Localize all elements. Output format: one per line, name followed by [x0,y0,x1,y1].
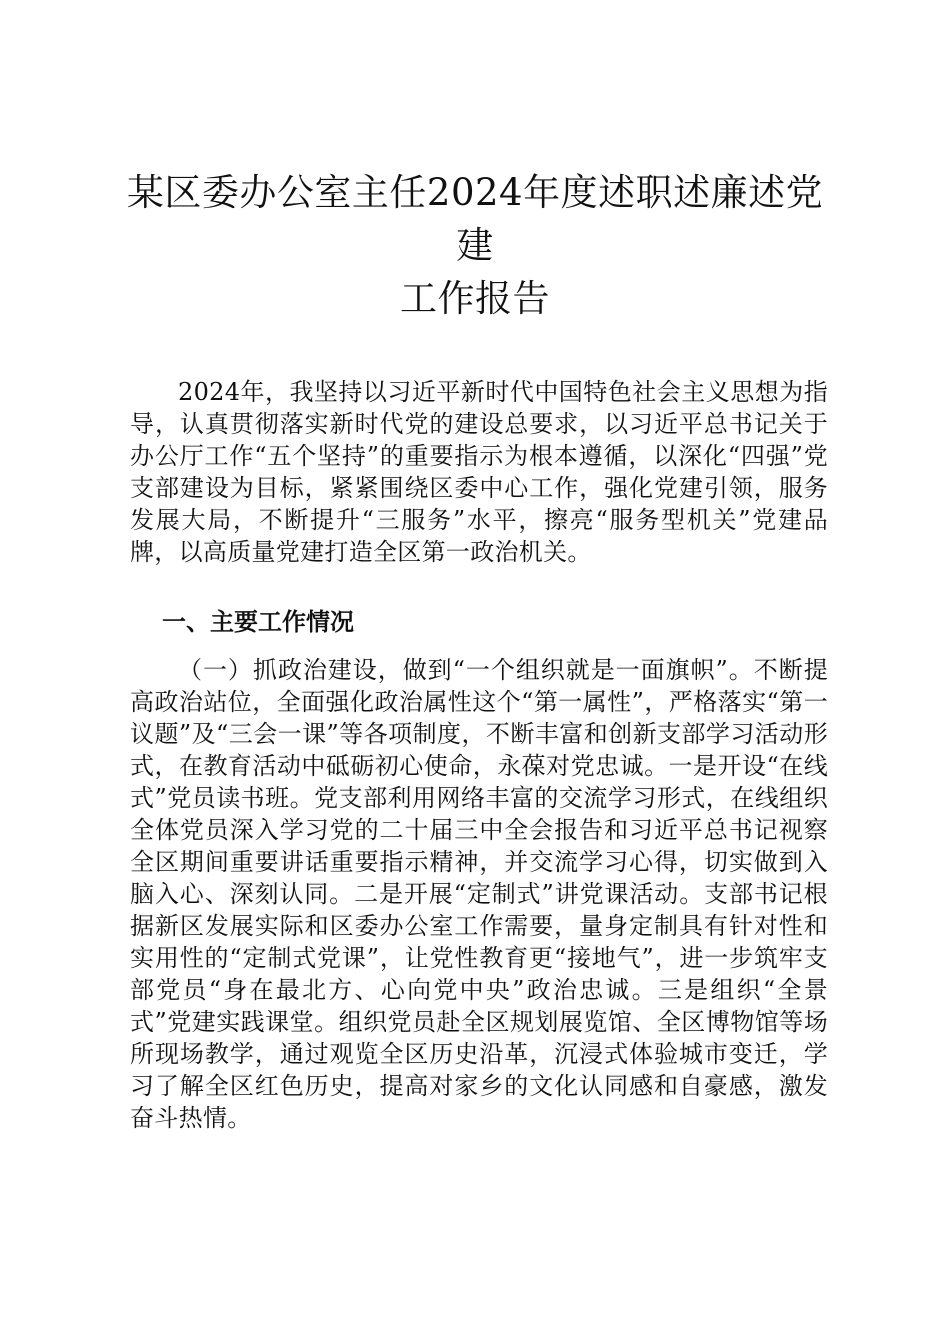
document-title [110,166,840,325]
title-line-2: 工作报告 [400,277,550,320]
section-heading: 一、主要工作情况 [162,608,354,636]
section-paragraph: （一）抓政治建设，做到“一个组织就是一面旗帜”。不断提高政治站位，全面强化政治属性这个“第一属性”，严格落实“第一议题”及“三会一课”等各项制度，不断丰富和创新支部学习活动形式，在教育活动中砥砺初心使命，永葆对党忠诚。一是开设“在线式”党员读书班。党支部利用网络丰富的交流学习形式，在线组织全体党员深入学习党的二十届三中全会报告和习近平总书记视察全区期间重要讲话重要指示精神，并交流学习心得，切实做到入脑入心、深刻认同。二是开展“定制式”讲党课活动。支部书记根据新区发展实际和区委办公室工作需要，量身定制具有针对性和实用性的“定制式党课”，让党性教育更“接地气”，进一步筑牢支部党员“身在最北方、心向党中央”政治忠诚。三是组织“全景式”党建实践课堂。组织党员赴全区规划展览馆、全区博物馆等场所现场教学，通过观览全区历史沿革，沉浸式体验城市变迁，学习了解全区红色历史，提高对家乡的文化认同感和自豪感，激发奋斗热情。 [130,656,828,1132]
title-line-1: 某区委办公室主任2024年度述职述廉述党建 [126,171,824,267]
intro-paragraph: 2024年，我坚持以习近平新时代中国特色社会主义思想为指导，认真贯彻落实新时代党的建设总要求，以习近平总书记关于办公厅工作“五个坚持”的重要指示为根本遵循，以深化“四强”党支部建设为目标，紧紧围绕区委中心工作，强化党建引领，服务发展大局，不断提升“三服务”水平，擦亮“服务型机关”党建品牌，以高质量党建打造全区第一政治机关。 [130,378,828,566]
